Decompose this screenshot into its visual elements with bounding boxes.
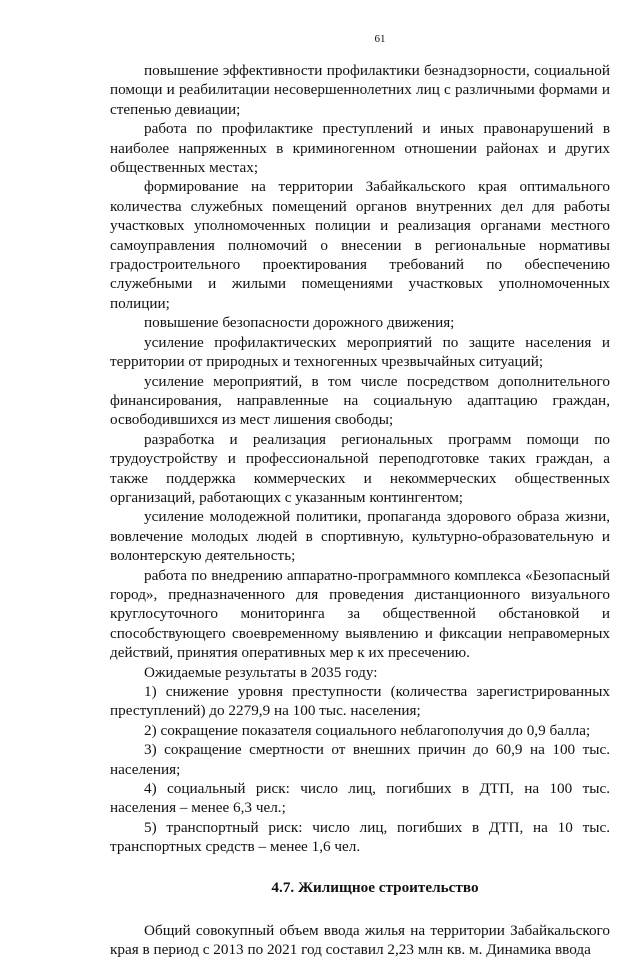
body-text-before — [110, 61, 610, 857]
paragraph: формирование на территории Забайкальского края оптимального количества служебных помещений органов внутренних дел для работы участковых уполномоченных полиции и реализация органами местного самоуправления полномочий о внесении в региональные нормативы градостроительного проектирования требований по обеспечению служебными и жилыми помещениями участковых уполномоченных полиции; — [110, 178, 610, 312]
section-heading: 4.7. Жилищное строительство — [271, 878, 479, 896]
paragraph: работа по внедрению аппаратно-программного комплекса «Безопасный город», предназначенного для проведения дистанционного визуального круглосуточного мониторинга за общественной обстановкой и способствующего своевременному выявлению и фиксации неправомерных действий, принятия оперативных мер к их пресечению. — [110, 566, 610, 662]
paragraph: усиление профилактических мероприятий по защите населения и территории от природных и техногенных чрезвычайных ситуаций; — [110, 333, 610, 371]
paragraph: разработка и реализация региональных программ помощи по трудоустройству и профессиональной переподготовке таких граждан, а также поддержка коммерческих и некоммерческих общественных организаций, работающих с указанным контингентом; — [110, 430, 610, 506]
expected-results-intro: Ожидаемые результаты в 2035 году: — [144, 663, 378, 681]
result-item: 4) социальный риск: число лиц, погибших в ДТП, на 100 тыс. населения – менее 6,3 чел.; — [110, 780, 610, 817]
paragraph: повышение эффективности профилактики безнадзорности, социальной помощи и реабилитации несовершеннолетних лиц с различными формами и степенью девиации; — [110, 62, 610, 118]
page-number: 61 — [374, 33, 386, 45]
result-item: 1) снижение уровня преступности (количества зарегистрированных преступлений) до 2279,9 на 100 тыс. населения; — [110, 683, 610, 720]
result-item: 3) сокращение смертности от внешних причин до 60,9 на 100 тыс. населения; — [110, 741, 610, 778]
paragraph: повышение безопасности дорожного движения; — [144, 314, 455, 332]
body-text-after — [110, 921, 610, 959]
paragraph: работа по профилактике преступлений и иных правонарушений в наиболее напряженных в криминогенном отношении районах и других общественных местах; — [110, 120, 610, 177]
paragraph: усиление молодежной политики, пропаганда здорового образа жизни, вовлечение молодых людей в спортивную, культурно-образовательную и волонтерскую деятельность; — [110, 508, 610, 565]
result-item: 2) сокращение показателя социального неблагополучия до 0,9 балла; — [144, 721, 591, 739]
result-item: 5) транспортный риск: число лиц, погибших в ДТП, на 10 тыс. транспортных средств – менее 1,6 чел. — [110, 818, 610, 856]
paragraph: усиление мероприятий, в том числе посредством дополнительного финансирования, направленные на социальную адаптацию граждан, освободившихся из мест лишения свободы; — [110, 372, 610, 429]
paragraph: Общий совокупный объем ввода жилья на территории Забайкальского края в период с 2013 по 2021 год составил 2,23 млн кв. м. Динамика ввода — [110, 921, 610, 959]
